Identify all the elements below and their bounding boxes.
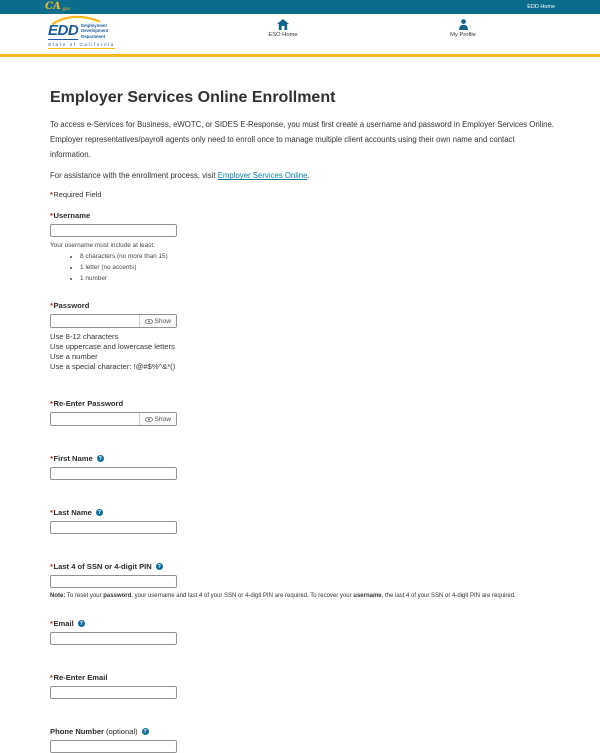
- page-title: Employer Services Online Enrollment: [50, 89, 336, 106]
- required-asterisk: *: [50, 673, 53, 683]
- reenter-password-input-group: [50, 412, 177, 426]
- email-label: * Email ?: [50, 619, 83, 629]
- required-field-note: [50, 190, 555, 199]
- last-name-label: * Last Name ?: [50, 508, 101, 518]
- eye-icon: [145, 319, 153, 324]
- password-label: * Password: [50, 301, 90, 311]
- phone-section: [50, 727, 555, 753]
- assistance-prefix: For assistance with the enrollment process, visit: [50, 171, 218, 181]
- email-help-icon[interactable]: ?: [79, 620, 83, 627]
- username-rule: • 1 number: [80, 275, 555, 282]
- assistance-suffix: .: [307, 171, 310, 181]
- username-section: [50, 211, 555, 282]
- reenter-email-label: * Re-Enter Email: [50, 673, 108, 683]
- reenter-password-input[interactable]: [51, 413, 139, 425]
- reenter-email-input[interactable]: [50, 686, 177, 699]
- password-rules: [50, 332, 555, 371]
- username-rules-list: [80, 253, 555, 282]
- nav-my-profile-label: My Profile: [450, 32, 476, 38]
- username-rule: • 8 characters (no more than 15): [80, 253, 555, 260]
- ca-gov-logo-script: CA: [45, 1, 61, 12]
- last-name-input[interactable]: [50, 521, 177, 534]
- phone-help-icon[interactable]: ?: [143, 728, 147, 735]
- nav-my-profile[interactable]: [423, 19, 503, 38]
- reenter-password-show-button[interactable]: Show: [139, 413, 177, 425]
- required-asterisk: *: [50, 454, 53, 464]
- reenter-password-label: * Re-Enter Password: [50, 399, 124, 409]
- required-asterisk: *: [50, 211, 53, 221]
- password-rule: Use uppercase and lowercase letters: [50, 342, 175, 352]
- password-rule: Use a number: [50, 351, 98, 361]
- assistance-line: [50, 171, 555, 180]
- edd-logo-line1: Employment: [81, 23, 107, 28]
- intro-paragraph: To access e-Services for Business, eWOTC, or SIDES E-Response, you must first create a username and password in Employer Services Online. Employer representatives/payroll agents only need to enroll once to manage multiple client accounts using their own name and contact information.: [50, 120, 554, 159]
- edd-home-link[interactable]: EDD Home: [527, 4, 555, 10]
- edd-logo[interactable]: [48, 16, 115, 49]
- password-rule: Use 8-12 characters: [50, 332, 119, 342]
- ca-gov-logo[interactable]: [45, 2, 70, 12]
- required-asterisk: *: [50, 301, 53, 311]
- main-content: [0, 57, 600, 753]
- username-label: * Username: [50, 211, 91, 221]
- ssn-pin-help-icon[interactable]: ?: [157, 563, 161, 570]
- ssn-pin-input[interactable]: [50, 575, 177, 588]
- nav-eso-home[interactable]: [243, 19, 323, 38]
- edd-logo-department-lines: [81, 23, 108, 39]
- first-name-section: [50, 454, 555, 480]
- password-section: [50, 301, 555, 371]
- edd-logo-line2: Development: [81, 28, 109, 34]
- utility-bar: [0, 0, 600, 14]
- required-note-text: Required Field: [53, 190, 102, 200]
- edd-logo-text: EDD: [48, 22, 79, 39]
- profile-icon: [458, 19, 469, 30]
- eye-icon: [145, 417, 153, 422]
- username-hint-title: Your username must include at least:: [50, 242, 155, 250]
- reset-recovery-note: Note: To reset your password, your username and last 4 of your SSN or 4-digit PIN are required. To recover your username, the last 4 of your SSN or 4-digit PIN are required.: [50, 593, 516, 600]
- required-asterisk: *: [50, 619, 53, 629]
- password-input-group: [50, 314, 177, 328]
- required-asterisk: *: [50, 190, 53, 200]
- first-name-input[interactable]: [50, 467, 177, 480]
- email-section: [50, 619, 555, 645]
- site-header: [0, 14, 600, 54]
- nav-eso-home-label: ESO Home: [268, 32, 298, 38]
- ca-gov-logo-suffix: .gov: [61, 5, 71, 11]
- username-input[interactable]: [50, 224, 177, 237]
- home-icon: [277, 19, 289, 30]
- phone-optional-suffix: (optional): [106, 727, 138, 737]
- ssn-pin-label: * Last 4 of SSN or 4-digit PIN ?: [50, 562, 161, 572]
- last-name-section: [50, 508, 555, 534]
- first-name-label: * First Name ?: [50, 454, 102, 464]
- required-asterisk: *: [50, 562, 53, 572]
- phone-label: Phone Number (optional) ?: [50, 727, 147, 737]
- employer-services-online-link[interactable]: Employer Services Online: [217, 171, 308, 181]
- reenter-password-section: [50, 399, 555, 426]
- ssn-pin-section: [50, 562, 555, 599]
- last-name-help-icon[interactable]: ?: [97, 509, 101, 516]
- required-asterisk: *: [50, 399, 53, 409]
- password-show-button[interactable]: Show: [139, 315, 177, 327]
- password-input[interactable]: [51, 315, 139, 327]
- edd-logo-tagline: State of California: [48, 41, 115, 47]
- email-input[interactable]: [50, 632, 177, 645]
- edd-logo-line3: Department: [81, 33, 106, 39]
- reenter-email-section: [50, 673, 555, 699]
- phone-input[interactable]: [50, 740, 177, 753]
- username-rule: • 1 letter (no accents): [80, 264, 555, 271]
- first-name-help-icon[interactable]: ?: [98, 455, 102, 462]
- password-rule: Use a special character: !@#$%^&*(): [50, 361, 176, 371]
- required-asterisk: *: [50, 508, 53, 518]
